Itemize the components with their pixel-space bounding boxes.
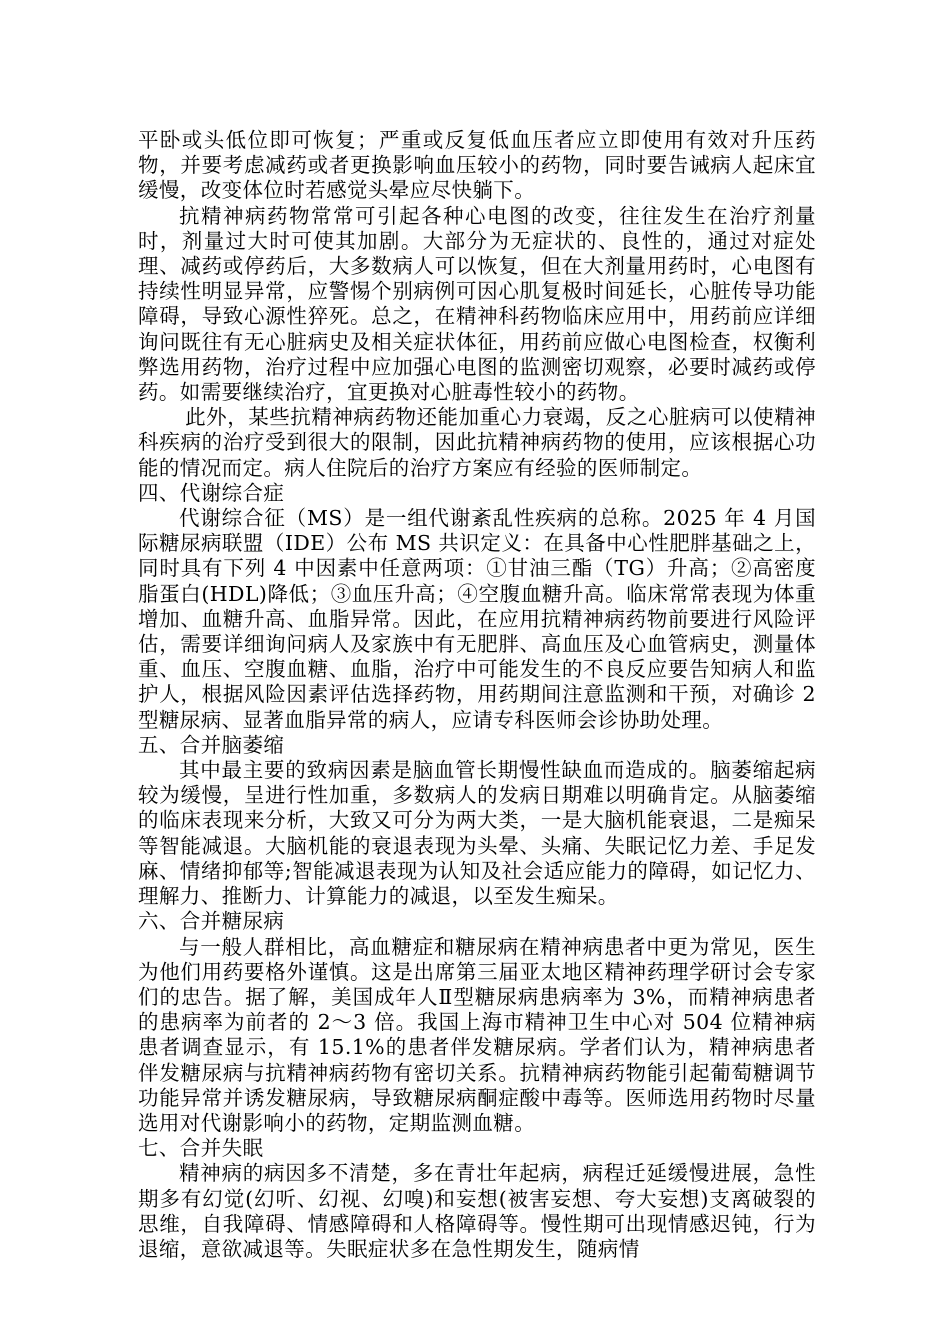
section-heading-metabolic-syndrome: 四、代谢综合症	[138, 480, 285, 505]
section-heading-brain-atrophy: 五、合并脑萎缩	[138, 732, 285, 757]
paragraph-heart-failure: 此外，某些抗精神病药物还能加重心力衰竭，反之心脏病可以使精神科疾病的治疗受到很大的限制，因此抗精神病药物的使用，应该根据心功能的情况而定。病人住院后的治疗方案应有经验的医师制定。	[138, 405, 816, 480]
paragraph-insomnia: 精神病的病因多不清楚，多在青壮年起病，病程迁延缓慢进展，急性期多有幻觉(幻听、幻视、幻嗅)和妄想(被害妄想、夸大妄想)支离破裂的思维，自我障碍、情感障碍和人格障碍等。慢性期可出现情感迟钝，行为退缩，意欲减退等。失眠症状多在急性期发生，随病情	[138, 1161, 816, 1261]
document-page	[138, 128, 816, 1262]
paragraph-ecg-changes: 抗精神病药物常常可引起各种心电图的改变，往往发生在治疗剂量时，剂量过大时可使其加剧。大部分为无症状的、良性的，通过对症处理、减药或停药后，大多数病人可以恢复，但在大剂量用药时，心电图有持续性明显异常，应警惕个别病例可因心肌复极时间延长，心脏传导功能障碍，导致心源性猝死。总之，在精神科药物临床应用中，用药前应详细询问既往有无心脏病史及相关症状体征，用药前应做心电图检查，权衡利弊选用药物，治疗过程中应加强心电图的监测密切观察，必要时减药或停药。如需要继续治疗，宜更换对心脏毒性较小的药物。	[138, 203, 816, 405]
paragraph-hypotension-continued: 平卧或头低位即可恢复；严重或反复低血压者应立即使用有效对升压药物，并要考虑减药或者更换影响血压较小的药物，同时要告诫病人起床宜缓慢，改变体位时若感觉头晕应尽快躺下。	[138, 128, 816, 203]
paragraph-metabolic-syndrome: 代谢综合征（MS）是一组代谢紊乱性疾病的总称。2025 年 4 月国际糖尿病联盟（IDE）公布 MS 共识定义：在具备中心性肥胖基础之上，同时具有下列 4 中因素中任意两项：①甘油三酯（TG）升高；②高密度脂蛋白(HDL)降低；③血压升高；④空腹血糖升高。临床常常表现为体重增加、血糖升高、血脂异常。因此，在应用抗精神病药物前要进行风险评估，需要详细询问病人及家族中有无肥胖、高血压及心血管病史，测量体重、血压、空腹血糖、血脂，治疗中可能发生的不良反应要告知病人和监护人，根据风险因素评估选择药物，用药期间注意监测和干预，对确诊 2 型糖尿病、显著血脂异常的病人，应请专科医师会诊协助处理。	[138, 506, 816, 732]
paragraph-diabetes: 与一般人群相比，高血糖症和糖尿病在精神病患者中更为常见，医生为他们用药要格外谨慎。这是出席第三届亚太地区精神药理学研讨会专家们的忠告。据了解，美国成年人Ⅱ型糖尿病患病率为 3%，而精神病患者的患病率为前者的 2～3 倍。我国上海市精神卫生中心对 504 位精神病患者调查显示，有 15.1%的患者伴发糖尿病。学者们认为，精神病患者伴发糖尿病与抗精神病药物有密切关系。抗精神病药物能引起葡萄糖调节功能异常并诱发糖尿病，导致糖尿病酮症酸中毒等。医师选用药物时尽量选用对代谢影响小的药物，定期监测血糖。	[138, 934, 816, 1135]
paragraph-brain-atrophy: 其中最主要的致病因素是脑血管长期慢性缺血而造成的。脑萎缩起病较为缓慢，呈进行性加重，多数病人的发病日期难以明确肯定。从脑萎缩的临床表现来分析，大致又可分为两大类，一是大脑机能衰退，二是痴呆等智能减退。大脑机能的衰退表现为头晕、头痛、失眠记忆力差、手足发麻、情绪抑郁等;智能减退表现为认知及社会适应能力的障碍，如记忆力、理解力、推断力、计算能力的减退，以至发生痴呆。	[138, 758, 816, 909]
section-heading-insomnia: 七、合并失眠	[138, 1136, 264, 1161]
section-heading-diabetes: 六、合并糖尿病	[138, 909, 285, 934]
